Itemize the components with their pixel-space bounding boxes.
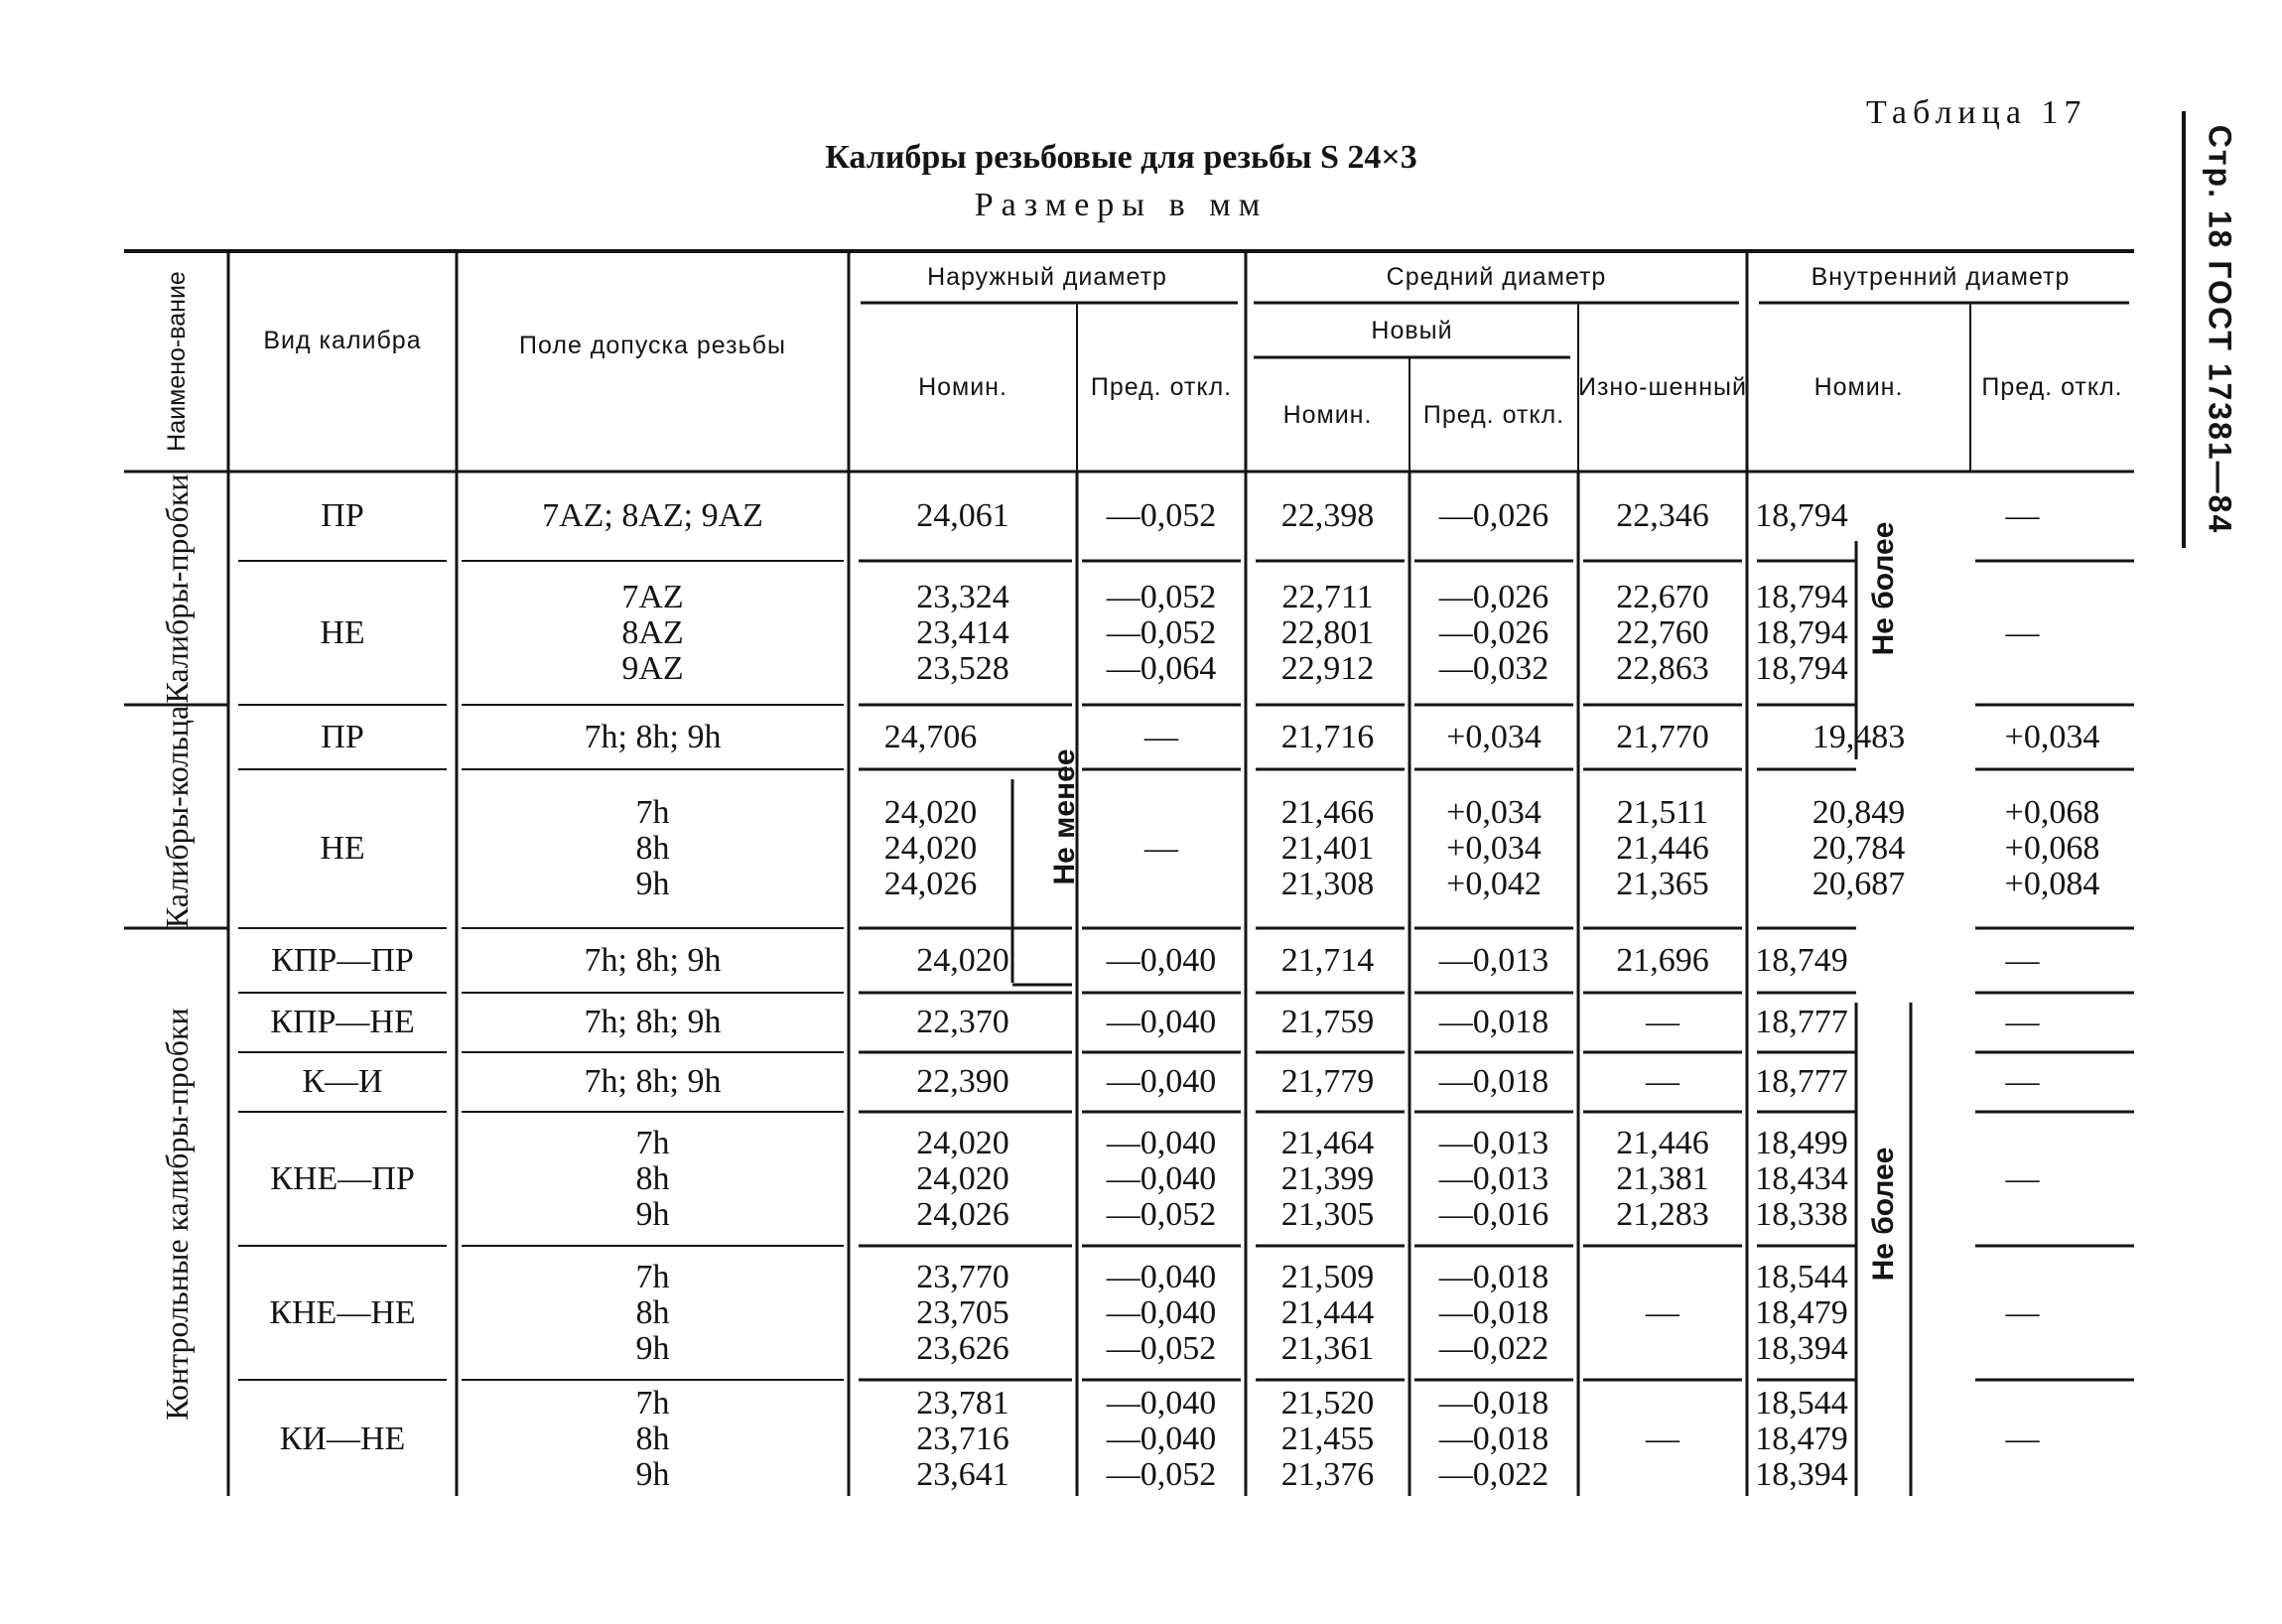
row-7-i-nom — [1747, 1112, 1856, 1246]
cell-line: 9h — [635, 1456, 670, 1493]
table-units-text: Размеры в мм — [974, 187, 1269, 223]
row-2-type — [228, 705, 457, 769]
cell-line: —0,013 — [1438, 941, 1549, 979]
cell-line: К—И — [302, 1063, 383, 1100]
row-9-o-nom — [849, 1380, 1077, 1499]
gauge-spec-table — [124, 243, 2134, 1499]
row-1-tol — [457, 561, 849, 705]
row-4-o-nom — [849, 928, 1077, 993]
cell-line: +0,034 — [2004, 718, 2100, 755]
cell-line: 21,466 — [1280, 794, 1375, 831]
cell-line: 18,394 — [1755, 1456, 1848, 1493]
row-2-m-dev — [1409, 705, 1578, 769]
cell-line: 7h — [635, 1258, 670, 1295]
page-header-text: Стр. 18 ГОСТ 17381—84 — [2202, 124, 2238, 535]
cell-line: 21,308 — [1280, 866, 1375, 902]
row-8-o-nom — [849, 1246, 1077, 1380]
cell-line: 21,511 — [1616, 794, 1709, 831]
row-3-i-nom — [1747, 769, 1970, 928]
cell-line: 21,779 — [1280, 1063, 1375, 1100]
row-9-i-nom — [1747, 1380, 1856, 1499]
cell-line: 20,784 — [1812, 830, 1906, 867]
cell-line: 18,777 — [1755, 1004, 1848, 1040]
cell-line: —0,040 — [1106, 941, 1217, 979]
row-5-type — [228, 993, 457, 1052]
cell-line: Средний диаметр — [1386, 263, 1607, 291]
row-4-m-nom — [1246, 928, 1409, 993]
header-middle-nom — [1246, 357, 1409, 472]
header-middle-diameter — [1246, 251, 1747, 303]
row-7-tol — [457, 1112, 849, 1246]
cell-line: 7h; 8h; 9h — [584, 941, 722, 979]
cell-line: 24,061 — [916, 497, 1009, 534]
cell-line: 7h; 8h; 9h — [584, 1004, 722, 1040]
table-title-text: Калибры резьбовые для резьбы S 24×3 — [825, 139, 1417, 176]
header-tolerance — [457, 291, 849, 400]
cell-line: 21,509 — [1280, 1258, 1375, 1295]
cell-line: —0,032 — [1438, 649, 1549, 687]
row-6-o-dev — [1077, 1052, 1246, 1112]
cell-line: Номин. — [918, 373, 1007, 401]
cell-line: 23,641 — [916, 1456, 1009, 1493]
cell-line: — — [1144, 718, 1178, 755]
row-3-m-dev — [1409, 769, 1578, 928]
row-8-m-dev — [1409, 1246, 1578, 1380]
row-1-i-nom — [1747, 561, 1856, 705]
row-8-i-nom — [1747, 1246, 1856, 1380]
cell-line: —0,040 — [1106, 1385, 1217, 1421]
cell-line: 7AZ — [621, 578, 684, 615]
cell-line: 21,446 — [1616, 830, 1709, 867]
cell-line: —0,040 — [1106, 1421, 1217, 1457]
cell-line: —0,026 — [1438, 497, 1549, 534]
cell-line: —0,018 — [1438, 1258, 1549, 1295]
cell-line: КНЕ—НЕ — [269, 1293, 416, 1331]
cell-line: — — [1144, 830, 1178, 867]
header-name-text: Наимено-вание — [162, 271, 191, 452]
cell-line: 9h — [635, 1195, 670, 1233]
cell-line: —0,022 — [1438, 1329, 1549, 1367]
row-2-i-dev — [1970, 705, 2134, 769]
cell-line: —0,040 — [1106, 1293, 1217, 1331]
cell-line: — — [2005, 1293, 2040, 1331]
row-2-tol — [457, 705, 849, 769]
cell-line: — — [2005, 1159, 2040, 1197]
cell-line: Номин. — [1282, 400, 1373, 429]
header-inner-dev — [1970, 303, 2134, 472]
row-2-worn — [1578, 705, 1747, 769]
cell-line: 21,455 — [1280, 1421, 1375, 1457]
cell-line: 21,446 — [1616, 1124, 1709, 1161]
row-5-tol — [457, 993, 849, 1052]
cell-line: 23,705 — [916, 1293, 1009, 1331]
table-title — [0, 139, 2282, 177]
row-5-i-dev — [1911, 993, 2134, 1052]
row-9-i-dev — [1911, 1380, 2134, 1499]
cell-line: 20,849 — [1812, 794, 1906, 831]
cell-line: — — [2005, 497, 2040, 534]
cell-line: КПР—ПР — [271, 941, 414, 979]
cell-line: 22,670 — [1616, 578, 1709, 615]
label-not-more-control-text: Не более — [1866, 1147, 1900, 1281]
cell-line: 22,370 — [916, 1004, 1009, 1040]
cell-line: —0,013 — [1438, 1159, 1549, 1197]
row-6-m-dev — [1409, 1052, 1578, 1112]
header-worn — [1578, 303, 1747, 472]
cell-line: 21,464 — [1280, 1124, 1375, 1161]
cell-line: 8h — [635, 1293, 670, 1331]
header-outer-diameter — [849, 251, 1246, 303]
cell-line: Номин. — [1813, 373, 1904, 401]
cell-line: 23,781 — [916, 1385, 1009, 1421]
cell-line: 21,401 — [1280, 830, 1375, 867]
cell-line: 23,528 — [916, 649, 1009, 687]
row-8-o-dev — [1077, 1246, 1246, 1380]
row-3-o-nom — [849, 769, 1012, 928]
label-not-more-plugs — [1856, 481, 1911, 695]
row-3-type — [228, 769, 457, 928]
row-8-m-nom — [1246, 1246, 1409, 1380]
cell-line: —0,052 — [1106, 613, 1217, 651]
row-2-o-nom — [849, 705, 1012, 769]
cell-line: Пред. откл. — [1422, 400, 1565, 429]
row-9-tol — [457, 1380, 849, 1499]
header-inner-diameter — [1747, 251, 2134, 303]
cell-line: —0,064 — [1106, 649, 1217, 687]
cell-line: 23,770 — [916, 1258, 1009, 1295]
cell-line: 24,026 — [883, 866, 978, 902]
page-header-vertical — [2194, 111, 2245, 548]
row-0-tol — [457, 472, 849, 561]
cell-line: —0,040 — [1106, 1258, 1217, 1295]
cell-line: 18,794 — [1755, 578, 1848, 615]
cell-line: 21,714 — [1280, 941, 1375, 979]
cell-line: Поле допуска резьбы — [519, 332, 786, 359]
cell-line: 18,749 — [1755, 941, 1848, 979]
cell-line: 24,020 — [916, 941, 1009, 979]
row-0-i-nom — [1747, 472, 1856, 561]
cell-line: Новый — [1371, 316, 1453, 344]
row-7-o-nom — [849, 1112, 1077, 1246]
row-4-worn — [1578, 928, 1747, 993]
row-1-m-nom — [1246, 561, 1409, 705]
row-0-type — [228, 472, 457, 561]
cell-line: 21,770 — [1616, 718, 1709, 755]
cell-line: 18,544 — [1755, 1385, 1848, 1421]
cell-line: 7h — [635, 1385, 670, 1421]
cell-line: 21,759 — [1280, 1004, 1375, 1040]
cell-line: +0,068 — [2004, 794, 2100, 831]
cell-line: — — [2005, 1063, 2040, 1100]
row-0-m-dev — [1409, 472, 1578, 561]
group-rings-text: Калибры-кольца — [158, 705, 195, 928]
cell-line: 18,777 — [1755, 1063, 1848, 1100]
cell-line: —0,052 — [1106, 497, 1217, 534]
cell-line: 8h — [635, 1421, 670, 1457]
cell-line: 24,020 — [883, 830, 978, 867]
cell-line: 19,483 — [1812, 718, 1906, 755]
cell-line: 22,711 — [1281, 578, 1374, 615]
row-1-o-nom — [849, 561, 1077, 705]
cell-line: — — [1646, 1421, 1679, 1457]
row-3-m-nom — [1246, 769, 1409, 928]
header-inner-nom — [1747, 303, 1970, 472]
cell-line: —0,040 — [1106, 1124, 1217, 1161]
cell-line: Пред. откл. — [1981, 373, 2123, 401]
cell-line: 8h — [635, 830, 670, 867]
cell-line: 21,444 — [1280, 1293, 1375, 1331]
table-label: Таблица 17 — [1866, 94, 2087, 131]
cell-line: —0,040 — [1106, 1063, 1217, 1100]
row-7-worn — [1578, 1112, 1747, 1246]
cell-line: —0,018 — [1438, 1293, 1549, 1331]
row-9-m-dev — [1409, 1380, 1578, 1499]
row-5-m-nom — [1246, 993, 1409, 1052]
cell-line: —0,022 — [1438, 1456, 1549, 1493]
row-1-o-dev — [1077, 561, 1246, 705]
cell-line: ПР — [321, 497, 364, 534]
cell-line: НЕ — [320, 830, 365, 867]
cell-line: 21,716 — [1280, 718, 1375, 755]
cell-line: 20,687 — [1812, 866, 1906, 902]
cell-line: Вид калибра — [263, 327, 422, 354]
cell-line: 24,020 — [916, 1159, 1009, 1197]
row-2-o-dev — [1077, 705, 1246, 769]
row-6-m-nom — [1246, 1052, 1409, 1112]
cell-line: КИ—НЕ — [279, 1421, 406, 1457]
cell-line: —0,026 — [1438, 613, 1549, 651]
row-8-worn — [1578, 1246, 1747, 1380]
header-outer-nom — [849, 303, 1077, 472]
header-outer-dev — [1077, 303, 1246, 472]
row-8-tol — [457, 1246, 849, 1380]
row-2-i-nom — [1747, 705, 1970, 769]
cell-line: 21,696 — [1616, 941, 1709, 979]
cell-line: —0,026 — [1438, 578, 1549, 615]
cell-line: —0,052 — [1106, 1329, 1217, 1367]
cell-line: 18,794 — [1755, 649, 1848, 687]
table-units — [0, 187, 2282, 224]
row-0-o-dev — [1077, 472, 1246, 561]
group-rings — [124, 705, 228, 928]
row-4-i-dev — [1911, 928, 2134, 993]
cell-line: +0,042 — [1446, 866, 1542, 902]
cell-line: 9h — [635, 866, 670, 902]
header-middle-dev — [1409, 357, 1578, 472]
cell-line: НЕ — [320, 613, 365, 651]
cell-line: 18,794 — [1755, 497, 1848, 534]
cell-line: 9h — [635, 1329, 670, 1367]
cell-line: 18,394 — [1755, 1329, 1848, 1367]
cell-line: Пред. откл. — [1090, 373, 1233, 401]
cell-line: 18,338 — [1755, 1195, 1848, 1233]
row-1-m-dev — [1409, 561, 1578, 705]
cell-line: 22,398 — [1280, 497, 1375, 534]
cell-line: КНЕ—ПР — [270, 1159, 415, 1197]
cell-line: 21,381 — [1616, 1159, 1709, 1197]
cell-line: 23,324 — [916, 578, 1009, 615]
cell-line: 7h — [635, 794, 670, 831]
row-1-type — [228, 561, 457, 705]
cell-line: — — [2005, 941, 2040, 979]
row-2-m-nom — [1246, 705, 1409, 769]
group-control — [124, 928, 228, 1499]
cell-line: +0,068 — [2004, 830, 2100, 867]
row-3-tol — [457, 769, 849, 928]
row-0-m-nom — [1246, 472, 1409, 561]
cell-line: 24,020 — [916, 1124, 1009, 1161]
cell-line: Внутренний диаметр — [1811, 263, 2071, 291]
cell-line: 22,801 — [1280, 613, 1375, 651]
cell-line: 21,376 — [1280, 1456, 1375, 1493]
row-0-i-dev — [1911, 472, 2134, 561]
cell-line: +0,084 — [2004, 866, 2100, 902]
cell-line: Изно-шенный — [1578, 373, 1747, 401]
cell-line: 22,912 — [1280, 649, 1375, 687]
cell-line: — — [1646, 1293, 1679, 1331]
cell-line: 7h; 8h; 9h — [584, 1063, 722, 1100]
row-9-worn — [1578, 1380, 1747, 1499]
row-6-worn — [1578, 1052, 1747, 1112]
cell-line: —0,052 — [1106, 1195, 1217, 1233]
row-6-type — [228, 1052, 457, 1112]
row-5-o-nom — [849, 993, 1077, 1052]
cell-line: 18,794 — [1755, 613, 1848, 651]
cell-line: КПР—НЕ — [270, 1004, 415, 1040]
row-8-type — [228, 1246, 457, 1380]
cell-line: 7h — [635, 1124, 670, 1161]
cell-line: 18,434 — [1755, 1159, 1848, 1197]
label-not-more-plugs-text: Не более — [1866, 521, 1900, 655]
cell-line: —0,052 — [1106, 578, 1217, 615]
cell-line: 22,346 — [1616, 497, 1709, 534]
cell-line: —0,013 — [1438, 1124, 1549, 1161]
group-plugs — [124, 472, 228, 705]
header-gauge-type — [228, 301, 457, 380]
label-not-more-control — [1856, 938, 1911, 1489]
cell-line: —0,040 — [1106, 1159, 1217, 1197]
row-4-type — [228, 928, 457, 993]
cell-line: —0,018 — [1438, 1063, 1549, 1100]
cell-line: — — [1646, 1004, 1679, 1040]
row-0-worn — [1578, 472, 1747, 561]
group-plugs-text: Калибры-пробки — [158, 473, 195, 704]
row-6-i-nom — [1747, 1052, 1856, 1112]
cell-line: — — [2005, 1421, 2040, 1457]
row-4-tol — [457, 928, 849, 993]
cell-line: 18,479 — [1755, 1421, 1848, 1457]
row-7-m-dev — [1409, 1112, 1578, 1246]
row-7-type — [228, 1112, 457, 1246]
row-6-i-dev — [1911, 1052, 2134, 1112]
cell-line: 18,479 — [1755, 1293, 1848, 1331]
row-4-o-dev — [1077, 928, 1246, 993]
cell-line: +0,034 — [1446, 830, 1542, 867]
row-9-m-nom — [1246, 1380, 1409, 1499]
cell-line: 8h — [635, 1159, 670, 1197]
header-name — [124, 251, 228, 472]
cell-line: 22,390 — [916, 1063, 1009, 1100]
cell-line: 9AZ — [621, 649, 684, 687]
cell-line: 24,026 — [916, 1195, 1009, 1233]
row-7-o-dev — [1077, 1112, 1246, 1246]
cell-line: —0,018 — [1438, 1385, 1549, 1421]
cell-line: 21,283 — [1616, 1195, 1709, 1233]
row-6-tol — [457, 1052, 849, 1112]
cell-line: 7h; 8h; 9h — [584, 718, 722, 755]
cell-line: —0,018 — [1438, 1004, 1549, 1040]
cell-line: ПР — [321, 718, 364, 755]
cell-line: 21,305 — [1280, 1195, 1375, 1233]
label-not-less-text: Не менее — [1047, 747, 1081, 885]
header-new — [1246, 303, 1578, 357]
cell-line: 18,499 — [1755, 1124, 1848, 1161]
cell-line: 8AZ — [621, 613, 684, 651]
cell-line: 23,414 — [916, 613, 1009, 651]
cell-line: 21,399 — [1280, 1159, 1375, 1197]
cell-line: —0,016 — [1438, 1195, 1549, 1233]
row-5-i-nom — [1747, 993, 1856, 1052]
cell-line: 21,361 — [1280, 1329, 1375, 1367]
cell-line: — — [1646, 1063, 1679, 1100]
row-8-i-dev — [1911, 1246, 2134, 1380]
cell-line: —0,040 — [1106, 1004, 1217, 1040]
group-control-text: Контрольные калибры-пробки — [158, 1007, 195, 1421]
row-5-worn — [1578, 993, 1747, 1052]
row-3-worn — [1578, 769, 1747, 928]
cell-line: +0,034 — [1446, 718, 1542, 755]
cell-line: — — [2005, 1004, 2040, 1040]
cell-line: +0,034 — [1446, 794, 1542, 831]
cell-line: 23,716 — [916, 1421, 1009, 1457]
side-rule — [2182, 111, 2186, 548]
cell-line: —0,052 — [1106, 1456, 1217, 1493]
cell-line: 22,863 — [1616, 649, 1709, 687]
cell-line: 18,544 — [1755, 1258, 1848, 1295]
cell-line: Наружный диаметр — [927, 263, 1167, 291]
cell-line: 24,020 — [883, 794, 978, 831]
cell-line: 23,626 — [916, 1329, 1009, 1367]
cell-line: 21,520 — [1280, 1385, 1375, 1421]
cell-line: —0,018 — [1438, 1421, 1549, 1457]
row-5-o-dev — [1077, 993, 1246, 1052]
row-5-m-dev — [1409, 993, 1578, 1052]
row-1-worn — [1578, 561, 1747, 705]
row-4-m-dev — [1409, 928, 1578, 993]
cell-line: — — [2005, 613, 2040, 651]
cell-line: 22,760 — [1616, 613, 1709, 651]
row-9-o-dev — [1077, 1380, 1246, 1499]
row-7-i-dev — [1911, 1112, 2134, 1246]
cell-line: 24,706 — [883, 718, 978, 755]
row-9-type — [228, 1380, 457, 1499]
row-4-i-nom — [1747, 928, 1856, 993]
row-1-i-dev — [1911, 561, 2134, 705]
cell-line: 7AZ; 8AZ; 9AZ — [542, 497, 763, 534]
row-3-o-dev — [1077, 769, 1246, 928]
row-6-o-nom — [849, 1052, 1077, 1112]
cell-line: 21,365 — [1616, 866, 1709, 902]
row-7-m-nom — [1246, 1112, 1409, 1246]
row-0-o-nom — [849, 472, 1077, 561]
row-3-i-dev — [1970, 769, 2134, 928]
